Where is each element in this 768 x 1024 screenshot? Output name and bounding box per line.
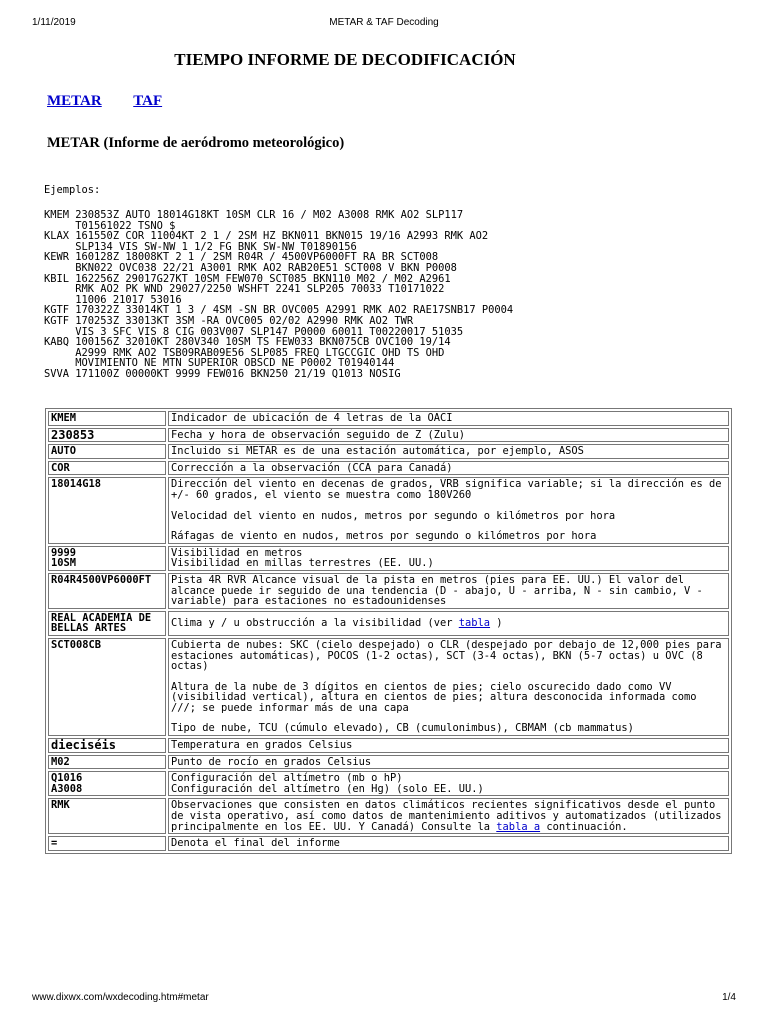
nav-link-metar[interactable]: METAR <box>47 93 102 109</box>
legend-code: dieciséis <box>48 738 166 753</box>
page-title: TIEMPO INFORME DE DECODIFICACIÓN <box>174 50 516 69</box>
legend-description: Denota el final del informe <box>168 836 729 851</box>
legend-code: 9999 10SM <box>48 546 166 571</box>
table-row <box>48 738 729 753</box>
legend-description: Fecha y hora de observación seguido de Z (Zulu) <box>168 428 729 443</box>
table-row <box>48 546 729 571</box>
table-row <box>48 444 729 459</box>
table-row <box>48 638 729 736</box>
legend-description: Clima y / u obstrucción a la visibilidad (ver tabla ) <box>168 611 729 636</box>
legend-description: Incluido si METAR es de una estación automática, por ejemplo, ASOS <box>168 444 729 459</box>
legend-description: Cubierta de nubes: SKC (cielo despejado) o CLR (despejado por debajo de 12,000 pies para estaciones automáticas), POCOS (1-2 octas), SCT (3-4 octas), BKN (5-7 octas) u OVC (8 octas) Altura de la nube de 3 dígitos en cientos de pies; cielo oscurecido dado como VV (visibilidad vertical), altura en cientos de pies; altura desconocida informada como ///; se puede informar más de una capa Tipo de nube, TCU (cúmulo elevado), CB (cumulonimbus), CBMAM (cb mammatus) <box>168 638 729 736</box>
print-url: www.dixwx.com/wxdecoding.htm#metar <box>32 992 209 1003</box>
legend-description: Temperatura en grados Celsius <box>168 738 729 753</box>
metar-example: KABQ 100156Z 32010KT 280V340 10SM TS FEW033 BKN075CB OVC100 19/14 A2999 RMK AO2 TSB09RAB09E56 SLP085 FREQ LTGCCGIC OHD TS OHD MOVIMIENTO NE MTN SUPERIOR OBSCD NE P0002 T01940144 <box>44 336 451 370</box>
table-row <box>48 836 729 851</box>
legend-code: Q1016 A3008 <box>48 771 166 796</box>
table-row <box>48 798 729 834</box>
legend-code: R04R4500VP6000FT <box>48 573 166 609</box>
metar-example: KBIL 162256Z 29017G27KT 10SM FEW070 SCT085 BKN110 M02 / M02 A2961 RMK AO2 PK WND 29027/2250 WSHFT 2241 SLP205 70033 T10171022 11006 21017 53016 <box>44 272 451 306</box>
section-heading: METAR (Informe de aeródromo meteorológico) <box>47 135 345 151</box>
legend-code: COR <box>48 461 166 476</box>
legend-code: 18014G18 <box>48 477 166 543</box>
legend-description: Punto de rocío en grados Celsius <box>168 755 729 770</box>
legend-code: RMK <box>48 798 166 834</box>
table-row <box>48 611 729 636</box>
table-row <box>48 755 729 770</box>
metar-example: KGTF 170322Z 33014KT 1 3 / 4SM -SN BR OVC005 A2991 RMK AO2 RAE17SNB17 P0004 <box>44 304 514 317</box>
legend-code: SCT008CB <box>48 638 166 736</box>
legend-description: Observaciones que consisten en datos climáticos recientes significativos desde el punto de vista operativo, así como datos de mantenimiento aditivos y automatizados (utilizados principalmente en los EE. UU. Y Canadá) Consulte la tabla a continuación. <box>168 798 729 834</box>
table-row <box>48 461 729 476</box>
table-row <box>48 411 729 426</box>
metar-legend-table <box>45 408 732 854</box>
table-row <box>48 428 729 443</box>
legend-description: Dirección del viento en decenas de grados, VRB significa variable; si la dirección es de +/- 60 grados, el viento se muestra como 180V260 Velocidad del viento en nudos, metros por segundo o kilómetros por hora Ráfagas de viento en nudos, metros por segundo o kilómetros por hora <box>168 477 729 543</box>
table-row <box>48 573 729 609</box>
print-date: 1/11/2019 <box>32 17 76 28</box>
legend-description: Pista 4R RVR Alcance visual de la pista en metros (pies para EE. UU.) El valor del alcance puede ir seguido de una tendencia (D - abajo, U - arriba, N - sin cambio, V - variable) para estaciones no estadounidenses <box>168 573 729 609</box>
legend-code: REAL ACADEMIA DE BELLAS ARTES <box>48 611 166 636</box>
metar-example: KEWR 160128Z 18008KT 2 1 / 2SM R04R / 4500VP6000FT RA BR SCT008 BKN022 OVC038 22/21 A3001 RMK AO2 RAB20E51 SCT008 V BKN P0008 <box>44 251 457 274</box>
legend-code: AUTO <box>48 444 166 459</box>
metar-example: KMEM 230853Z AUTO 18014G18KT 10SM CLR 16 / M02 A3008 RMK AO2 SLP117 T01561022 TSNO $ <box>44 209 464 232</box>
nav-link-taf[interactable]: TAF <box>133 93 163 109</box>
examples-label: Ejemplos: <box>44 184 101 196</box>
page-number: 1/4 <box>722 992 736 1003</box>
remarks-table-link[interactable]: tabla a <box>496 820 541 833</box>
table-row <box>48 771 729 796</box>
metar-examples <box>44 210 513 380</box>
legend-code: 230853 <box>48 428 166 443</box>
metar-example: KLAX 161550Z COR 11004KT 2 1 / 2SM HZ BKN011 BKN015 19/16 A2993 RMK AO2 SLP134 VIS SW-NW 1 1/2 FG BNK SW-NW T01890156 <box>44 230 489 253</box>
legend-description: Corrección a la observación (CCA para Canadá) <box>168 461 729 476</box>
metar-example: KGTF 170253Z 33013KT 3SM -RA OVC005 02/02 A2990 RMK AO2 TWR VIS 3 SFC VIS 8 CIG 003V007 SLP147 P0000 60011 T00220017 51035 <box>44 314 464 338</box>
legend-code: = <box>48 836 166 851</box>
legend-description: Configuración del altímetro (mb o hP) Configuración del altímetro (en Hg) (solo EE. UU.) <box>168 771 729 796</box>
legend-description: Visibilidad en metros Visibilidad en millas terrestres (EE. UU.) <box>168 546 729 571</box>
legend-code: KMEM <box>48 411 166 426</box>
weather-table-link[interactable]: tabla <box>458 617 491 630</box>
print-title: METAR & TAF Decoding <box>329 17 439 28</box>
section-nav <box>47 93 190 110</box>
legend-description: Indicador de ubicación de 4 letras de la OACI <box>168 411 729 426</box>
legend-code: M02 <box>48 755 166 770</box>
metar-example: SVVA 171100Z 00000KT 9999 FEW016 BKN250 21/19 Q1013 NOSIG <box>44 367 401 380</box>
table-row <box>48 477 729 543</box>
